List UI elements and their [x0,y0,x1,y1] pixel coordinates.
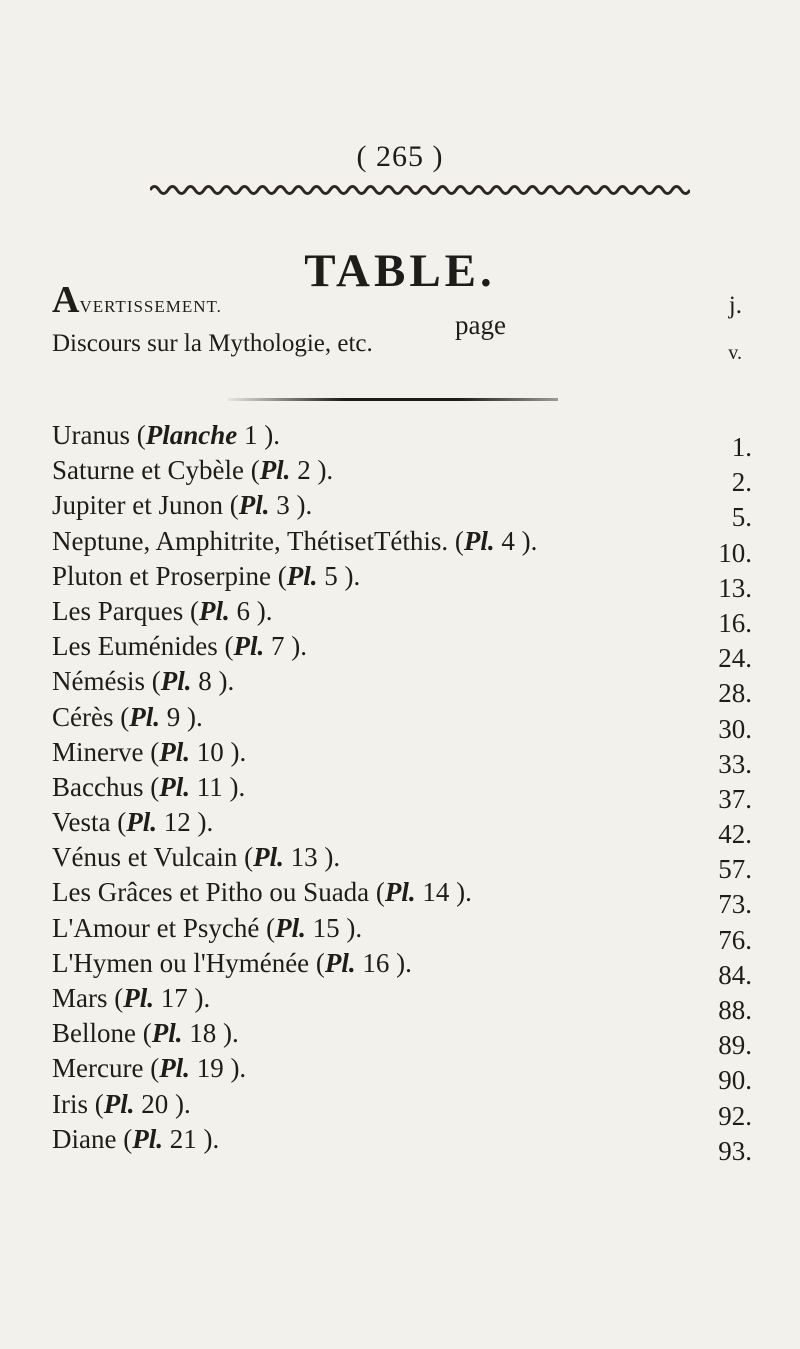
entry-page: 24. [718,643,752,674]
entry-title: Vénus et Vulcain (Pl. 13 ). [52,842,341,873]
entry-page: 92. [718,1100,752,1131]
plate-abbrev: Pl. [275,912,306,943]
entry-title: Diane (Pl. 21 ). [52,1123,220,1154]
entry-page: 84. [718,959,752,990]
list-item [52,877,752,920]
list-item [52,807,752,850]
entry-page: 5. [731,502,752,533]
entry-title: Némésis (Pl. 8 ). [52,666,235,697]
plate-abbrev: Pl. [126,807,157,838]
plate-number: 17 [160,983,188,1013]
discours-label: Discours sur la Mythologie, etc. [52,330,373,357]
entry-title: Jupiter et Junon (Pl. 3 ). [52,490,313,521]
plate-abbrev: Pl. [198,595,230,626]
list-item [52,842,752,885]
entry-title: L'Hymen ou l'Hyménée (Pl. 16 ). [52,947,412,978]
entry-title: Bacchus (Pl. 11 ). [52,771,246,802]
list-item [52,1018,752,1061]
entry-title: Mercure (Pl. 19 ). [52,1053,247,1084]
plate-abbrev: Pl. [151,1018,183,1049]
entry-title: Les Parques (Pl. 6 ). [52,595,273,626]
plate-number: 9 [166,701,181,732]
plate-abbrev: Pl. [159,1053,190,1084]
page-word: page [455,310,506,340]
entry-title: Vesta (Pl. 12 ). [52,807,214,838]
table-title: TABLE. [304,245,496,297]
entry-title: Iris (Pl. 20 ). [52,1088,191,1119]
list-item [52,631,752,674]
plate-number: 6 [236,595,250,626]
entry-page: 33. [718,748,752,779]
entry-title: Cérès (Pl. 9 ). [52,701,203,732]
entry-page: 2. [731,467,752,498]
list-item [52,1123,752,1166]
entry-page: 93. [718,1135,752,1166]
entry-page: 30. [718,713,752,744]
plate-number: 13 [290,842,318,873]
plate-number: 10 [196,736,224,767]
plate-number: 2 [297,455,311,486]
plate-abbrev: Pl. [159,736,190,767]
plate-abbrev: Pl. [233,631,265,662]
plate-number: 20 [141,1088,169,1119]
plate-abbrev: Pl. [463,525,495,556]
list-item [52,420,752,462]
page-number: ( 265 ) [356,140,444,173]
list-item [52,771,752,814]
ornament-border [150,183,690,197]
plate-number: 11 [196,771,223,802]
front-matter-avertissement [52,278,742,321]
discours-page: v. [728,342,742,364]
entry-title: Les Euménides (Pl. 7 ). [52,631,307,662]
entry-title: Mars (Pl. 17 ). [52,983,211,1013]
plate-number: 8 [198,666,212,697]
plate-number: 19 [196,1053,224,1084]
plate-number: 3 [276,490,290,521]
plate-abbrev: Pl. [238,490,270,521]
avertissement-page: j. [728,292,742,319]
list-item [52,666,752,709]
plate-abbrev: Pl. [160,666,192,697]
plate-number: 21 [169,1123,197,1154]
contents-list [52,420,752,1166]
plate-abbrev: Pl. [159,771,190,802]
entry-title: Saturne et Cybèle (Pl. 2 ). [52,455,334,486]
section-rule [228,398,558,401]
list-item [52,525,752,568]
entry-page: 13. [718,572,752,603]
entry-title: Neptune, Amphitrite, ThétisetTéthis. (Pl. 4 ). [52,525,538,556]
entry-title: Uranus (Planche 1 ). [52,420,280,450]
entry-page: 10. [718,537,752,568]
plate-number: 16 [362,947,390,978]
list-item [52,1053,752,1096]
front-matter-discours [52,310,742,370]
plate-abbrev: Pl. [132,1123,163,1154]
list-item [52,947,752,990]
entry-page: 88. [718,995,752,1025]
plate-abbrev: Pl. [324,947,356,978]
plate-abbrev: Pl. [129,701,160,732]
entry-page: 1. [731,432,752,462]
plate-number: 12 [163,807,191,838]
entry-title: L'Amour et Psyché (Pl. 15 ). [52,912,363,943]
avertissement-label: VERTISSEMENT. [79,297,222,316]
entry-page: 16. [718,607,752,638]
entry-title: Bellone (Pl. 18 ). [52,1018,239,1049]
plate-abbrev: Planche [145,420,238,450]
list-item [52,701,752,744]
plate-number: 4 [501,525,515,556]
plate-abbrev: Pl. [253,842,284,873]
entry-page: 73. [718,889,752,920]
list-item [52,560,752,603]
plate-number: 5 [324,560,338,591]
entry-page: 57. [718,854,752,885]
entry-title: Pluton et Proserpine (Pl. 5 ). [52,560,361,591]
plate-abbrev: Pl. [123,983,154,1013]
drop-initial: A [52,279,80,321]
entry-page: 76. [718,924,752,955]
plate-abbrev: Pl. [286,560,318,591]
list-item [52,1088,752,1131]
list-item [52,595,752,638]
plate-abbrev: Pl. [384,877,416,908]
list-item [52,455,752,498]
list-item [52,490,752,533]
entry-page: 42. [718,819,752,850]
entry-title: Les Grâces et Pitho ou Suada (Pl. 14 ). [52,877,472,908]
entry-page: 37. [718,783,752,814]
entry-page: 28. [718,678,752,709]
entry-page: 89. [718,1030,752,1061]
list-item [52,983,752,1025]
plate-abbrev: Pl. [259,455,291,486]
list-item [52,912,752,955]
plate-number: 1 [243,420,258,450]
plate-abbrev: Pl. [103,1088,135,1119]
plate-number: 15 [312,912,340,943]
plate-number: 14 [422,877,450,908]
list-item [52,736,752,779]
plate-number: 7 [270,631,285,662]
entry-title: Minerve (Pl. 10 ). [52,736,247,767]
plate-number: 18 [189,1018,217,1049]
entry-page: 90. [718,1065,752,1096]
